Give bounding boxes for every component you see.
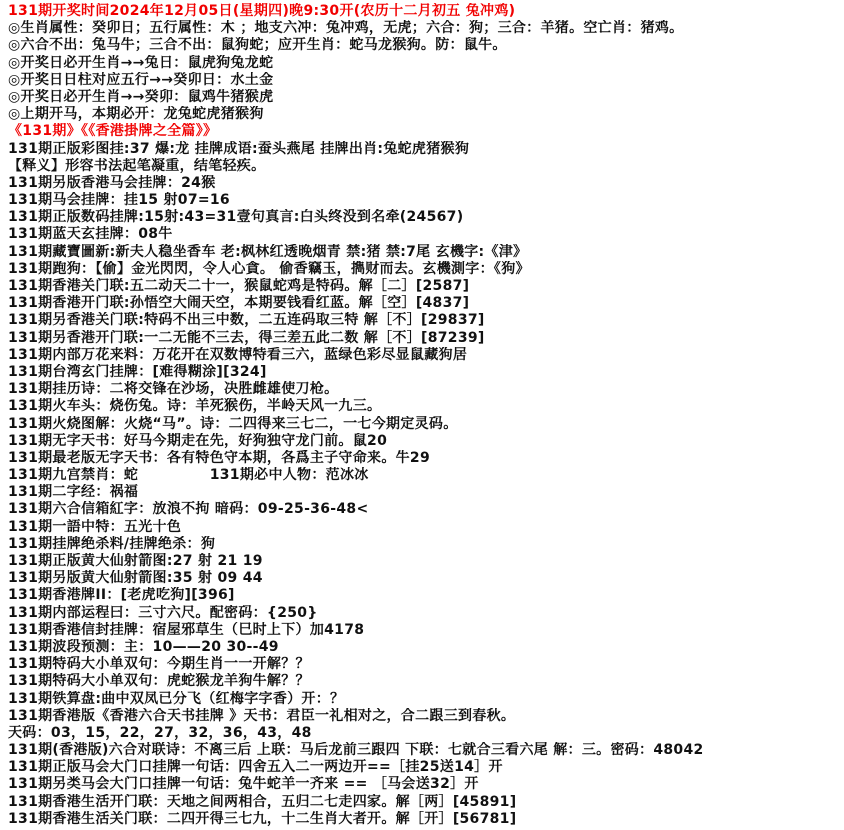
must-open-zodiac-rabbit-line: ◎开奖日必开生肖→→兔日：鼠虎狗兔龙蛇 <box>8 54 274 71</box>
treasure-map-line: 131期藏寶圖新:新夫人稳坐香车 老:枫林红透晚烟青 禁:猪 禁:7尾 玄機字:《津》 <box>8 243 528 260</box>
last-period-horse-line: ◎上期开马，本期必开：龙兔蛇虎猪猴狗 <box>8 106 264 123</box>
one-phrase-special-line: 131期一語中特：五光十色 <box>8 518 182 535</box>
alt-gate-guapai-line: 131期另类马会大门口挂牌一句话：兔牛蛇羊一齐来 == ［马会送32］开 <box>8 776 479 793</box>
heaven-book-guapai-line: 131期香港版《香港六合天书挂牌 》天书：君臣一礼相对之，合二跟三到春秋。 <box>8 707 516 724</box>
alt-huangdaxian-line: 131期另版黄大仙射箭图:35 射 09 44 <box>8 570 263 587</box>
special-code-sentence-line-2: 131期特码大小单双句：虎蛇猴龙羊狗牛解？？ <box>8 673 310 690</box>
locomotive-line: 131期火车头：烧伤兔。诗：羊死猴伤，半岭天风一九三。 <box>8 398 382 415</box>
must-open-zodiac-guimao-line: ◎开奖日必开生肖→→癸卯：鼠鸡牛猪猴虎 <box>8 88 274 105</box>
jiugong-forbidden-zodiac-line: 131期九宫禁肖：蛇 131期必中人物：范冰冰 <box>8 467 369 484</box>
hk-life-closing-couplet-line: 131期香港生活关门联：二四开得三七九，十二生肖大者开。解［开］[56781] <box>8 810 517 827</box>
paogou-line: 131期跑狗：【偷】金光閃閃，令人心貪。 偷香竊玉，擕财而去。玄機測字：《狗》 <box>8 260 530 277</box>
wordless-book-line: 131期无字天书：好马今期走在先，好狗独守龙门前。鼠20 <box>8 432 388 449</box>
draw-time-header: 131期开奖时间2024年12月05日(星期四)晚9:30开(农历十二月初五 兔冲鸡) <box>8 3 516 19</box>
hk-envelope-guapai-line: 131期香港信封挂牌：宿屋邪草生（巳时上下）加4178 <box>8 621 365 638</box>
jockey-club-guapai-line: 131期马会挂牌：挂15 射07=16 <box>8 192 230 209</box>
calendar-poem-line: 131期挂历诗：二将交锋在沙场，决胜雌雄使刀枪。 <box>8 381 339 398</box>
internal-wanhua-line: 131期内部万花来料：万花开在双数博特看三六，蓝绿色彩尽显鼠藏狗居 <box>8 346 468 363</box>
hk-pai-ii-line: 131期香港牌II：[老虎吃狗][396] <box>8 587 235 604</box>
guapai-section-title: 《131期》《《香港掛牌之全篇》》 <box>8 123 218 140</box>
lantianxuan-guapai-line: 131期蓝天玄挂牌：08牛 <box>8 226 173 243</box>
liuhe-couplet-poem-line: 131期(香港版)六合对联诗：不离三后 上联：马后龙前三跟四 下联：七就合三看六尾 解：三。密码：48042 <box>8 742 704 759</box>
internal-fortune-line: 131期内部运程曰：三寸六尺。配密码：{250} <box>8 604 318 621</box>
mailbox-red-words-line: 131期六合信箱紅字：放浪不拘 暗码：09-25-36-48< <box>8 501 369 518</box>
hk-life-opening-couplet-line: 131期香港生活开门联：天地之间两相合，五归二七走四家。解［两］[45891] <box>8 793 517 810</box>
official-huangdaxian-line: 131期正版黄大仙射箭图:27 射 21 19 <box>8 553 263 569</box>
heaven-codes-line: 天码：03，15，22，27，32，36，43，48 <box>8 724 312 741</box>
taiwan-xuanmen-guapai-line: 131期台湾玄门挂牌：[难得糊涂][324] <box>8 363 267 380</box>
fire-chart-line: 131期火烧图解：火烧“马”。诗：二四得来三七二，一七今期定灵码。 <box>8 415 458 432</box>
alt-hk-closing-couplet-line: 131期另香港关门联:特码不出三中数，二五连码取三特 解［不］[29837] <box>8 312 485 329</box>
idiom-explanation-line: 【释义】形容书法起笔凝重，结笔轻疾。 <box>8 157 266 174</box>
official-color-chart-line: 131期正版彩图挂:37 爆:龙 挂牌成语:蚕头燕尾 挂牌出肖:兔蛇虎猪猴狗 <box>8 140 470 157</box>
oldest-wordless-book-line: 131期最老版无字天书：各有特色守本期，各爲主子守命来。牛29 <box>8 449 431 466</box>
guapai-kill-line: 131期挂牌绝杀料/挂牌绝杀：狗 <box>8 535 216 552</box>
two-word-scripture-line: 131期二字经：祸福 <box>8 484 139 501</box>
day-pillar-five-elements-line: ◎开奖日日柱对应五行→→癸卯日：水土金 <box>8 71 274 88</box>
hk-opening-couplet-line: 131期香港开门联:孙悟空大闹天空，本期要钱看红蓝。解［空］[4837] <box>8 295 470 312</box>
alt-hk-opening-couplet-line: 131期另香港开门联:一二无能不三去，得三差五此二数 解［不］[87239] <box>8 329 485 346</box>
zodiac-attributes-line: ◎生肖属性：癸卯日；五行属性：木 ；地支六冲：兔冲鸡，无虎；六合：狗；三合：羊猪。空亡肖：猪鸡。 <box>8 20 684 37</box>
official-gate-guapai-line: 131期正版马会大门口挂牌一句话：四舍五入二一两边开==［挂25送14］开 <box>8 759 503 776</box>
digital-guapai-line: 131期正版数码挂牌:15射:43=31壹句真言:白头终没到名牵(24567) <box>8 209 464 226</box>
liuhe-exclusion-line: ◎六合不出：兔马牛；三合不出：鼠狗蛇；应开生肖：蛇马龙猴狗。防：鼠牛。 <box>8 37 507 54</box>
special-code-sentence-line-1: 131期特码大小单双句：今期生肖一一开解？？ <box>8 656 310 673</box>
wave-prediction-line: 131期波段预测：主：10——20 30--49 <box>8 638 279 655</box>
alt-hk-jockey-guapai-line: 131期另版香港马会挂牌：24猴 <box>8 174 216 191</box>
hk-closing-couplet-line: 131期香港关门联:五二动天二十一，猴鼠蛇鸡是特码。解［二］[2587] <box>8 278 470 294</box>
iron-abacus-line: 131期铁算盘:曲中双凤已分飞（红梅字字香）开：？ <box>8 690 345 707</box>
